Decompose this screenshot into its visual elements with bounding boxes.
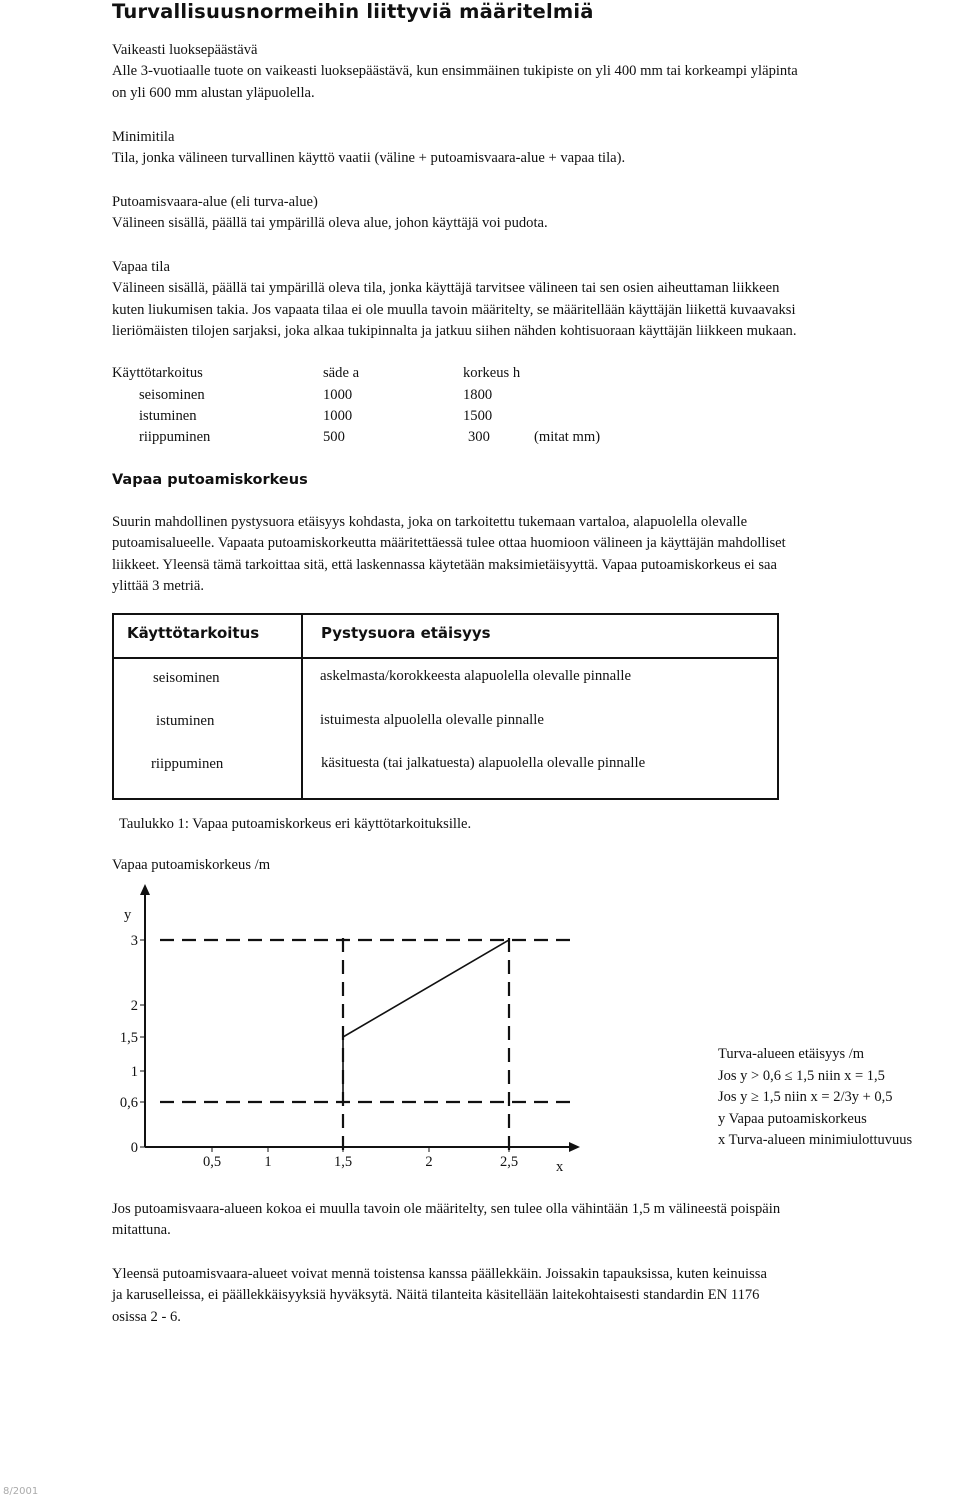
definition-term: Putoamisvaara-alue (eli turva-alue)	[112, 194, 318, 210]
legend-line: x Turva-alueen minimiulottuvuus	[718, 1132, 913, 1149]
x-axis-label: x	[556, 1159, 564, 1175]
dims-cell: seisominen	[139, 387, 205, 403]
series-line-0	[343, 940, 509, 1102]
paragraph-line: Suurin mahdollinen pystysuora etäisyys kohdasta, joka on tarkoitettu tukemaan vartaloa, alapuolella olevalle	[112, 514, 748, 530]
dims-unit-note: (mitat mm)	[534, 429, 601, 445]
x-tick-label: 1,5	[333, 1154, 353, 1170]
legend-line: Turva-alueen etäisyys /m	[718, 1046, 865, 1062]
paragraph-line: ja karuselleissa, ei päällekkäisyyksiä hyväksytä. Näitä tilanteita käsitellään laitekohtaisesti standardin EN 1176	[112, 1287, 760, 1304]
definition-term: Vapaa tila	[112, 259, 170, 275]
x-tick-label: 0,5	[202, 1154, 222, 1170]
table1-cell: istuminen	[156, 713, 215, 729]
paragraph-overlap	[112, 1264, 954, 1328]
y-axis-arrow	[140, 884, 150, 895]
paragraph-line: mitattuna.	[112, 1222, 171, 1239]
legend-line: Jos y > 0,6 ≤ 1,5 niin x = 1,5	[718, 1067, 885, 1084]
y-tick-label: 2	[130, 998, 138, 1014]
dims-header-radius: säde a	[323, 365, 360, 381]
y-tick-label: 0	[130, 1140, 138, 1156]
legend-line: y Vapaa putoamiskorkeus	[718, 1110, 867, 1127]
x-axis-arrow	[569, 1142, 580, 1152]
x-tick-label: 2	[425, 1154, 433, 1170]
dims-cell: 1800	[463, 387, 493, 403]
table1-header-purpose: Käyttötarkoitus	[127, 624, 260, 642]
definition-line: Tila, jonka välineen turvallinen käyttö vaatii (väline + putoamisvaara-alue + vapaa tila).	[112, 150, 626, 167]
y-tick-label: 3	[130, 933, 138, 949]
dims-cell: 1000	[323, 408, 353, 424]
paragraph-line: liikkeet. Yleensä tämä tarkoittaa sitä, että laskennassa käytetään maksimietäisyyttä. Vapaa putoamiskorkeus ei saa	[112, 556, 778, 573]
paragraph-line: osissa 2 - 6.	[112, 1308, 181, 1325]
definition-term: Vaikeasti luoksepäästävä	[112, 42, 258, 58]
table1-cell: istuimesta alpuolella olevalle pinnalle	[320, 712, 544, 728]
table1-cell: käsituesta (tai jalkatuesta) alapuolella olevalle pinnalle	[321, 755, 646, 771]
paragraph-line: Yleensä putoamisvaara-alueet voivat mennä toistensa kanssa päällekkäin. Joissakin tapauksissa, kuten keinuissa	[112, 1266, 767, 1282]
page-footer: 8/2001	[3, 1486, 39, 1497]
chart-title: Vapaa putoamiskorkeus /m	[112, 857, 271, 873]
paragraph-fall-zone-size	[112, 1199, 954, 1242]
y-tick-label: 1	[130, 1064, 138, 1080]
chart-legend	[718, 1044, 912, 1152]
page-title: Turvallisuusnormeihin liittyviä määritelmiä	[112, 0, 594, 23]
definition-term: Minimitila	[112, 129, 175, 145]
y-tick-label: 0,6	[119, 1095, 138, 1111]
paragraph-line: putoamisalueelle. Vapaata putoamiskorkeutta määritettäessä tulee ottaa huomioon välineen ja käyttäjän mahdolliset	[112, 535, 786, 552]
definition-line: lieriömäisten tilojen sarjaksi, joka alkaa tukipinnalta ja jatkuu siihen nähden kohtisuoraan käyttäjän liikkeen mukaan.	[112, 323, 797, 340]
y-tick-label: 1,5	[119, 1030, 138, 1046]
table1-cell: askelmasta/korokkeesta alapuolella olevalle pinnalle	[320, 668, 632, 684]
definition-line: Välineen sisällä, päällä tai ympärillä oleva tila, jonka käyttäjä tarvitsee välineen tai sen osien aiheuttaman liikkeen	[112, 280, 780, 297]
definition-line: kuten liukumisen takia. Jos vapaata tilaa ei ole muulla tavoin määritelty, se määritellään käyttäjän liikettä kuvaavaksi	[112, 301, 796, 318]
x-tick-label: 2,5	[499, 1154, 519, 1170]
dims-cell: 1000	[323, 387, 353, 403]
y-axis-label: y	[124, 907, 132, 923]
table1-cell: riippuminen	[151, 756, 224, 772]
table1-cell: seisominen	[153, 670, 220, 686]
dims-cell: 500	[323, 429, 345, 445]
dims-cell: 300	[468, 429, 490, 445]
paragraph-line: Jos putoamisvaara-alueen kokoa ei muulla tavoin ole määritelty, sen tulee olla vähintään 1,5 m välineestä poispäin	[112, 1201, 781, 1217]
section-heading: Vapaa putoamiskorkeus	[112, 472, 308, 488]
definition-line: Alle 3-vuotiaalle tuote on vaikeasti luoksepäästävä, kun ensimmäinen tukipiste on yli 400 mm tai korkeampi yläpinta	[112, 63, 798, 80]
dims-header-height: korkeus h	[463, 365, 521, 381]
dims-cell: istuminen	[139, 408, 197, 424]
table-caption: Taulukko 1: Vapaa putoamiskorkeus eri käyttötarkoituksille.	[119, 816, 472, 832]
dims-header-purpose: Käyttötarkoitus	[112, 365, 203, 381]
chart-marks	[120, 933, 575, 1170]
paragraph-line: ylittää 3 metriä.	[112, 578, 204, 595]
x-tick-label: 1	[264, 1154, 272, 1170]
definition-line: on yli 600 mm alustan yläpuolella.	[112, 84, 315, 101]
table1-header-distance: Pystysuora etäisyys	[321, 624, 491, 642]
definition-line: Välineen sisällä, päällä tai ympärillä oleva alue, johon käyttäjä voi pudota.	[112, 215, 548, 232]
dims-cell: riippuminen	[139, 429, 211, 445]
dims-cell: 1500	[463, 408, 493, 424]
legend-line: Jos y ≥ 1,5 niin x = 2/3y + 0,5	[718, 1089, 893, 1106]
